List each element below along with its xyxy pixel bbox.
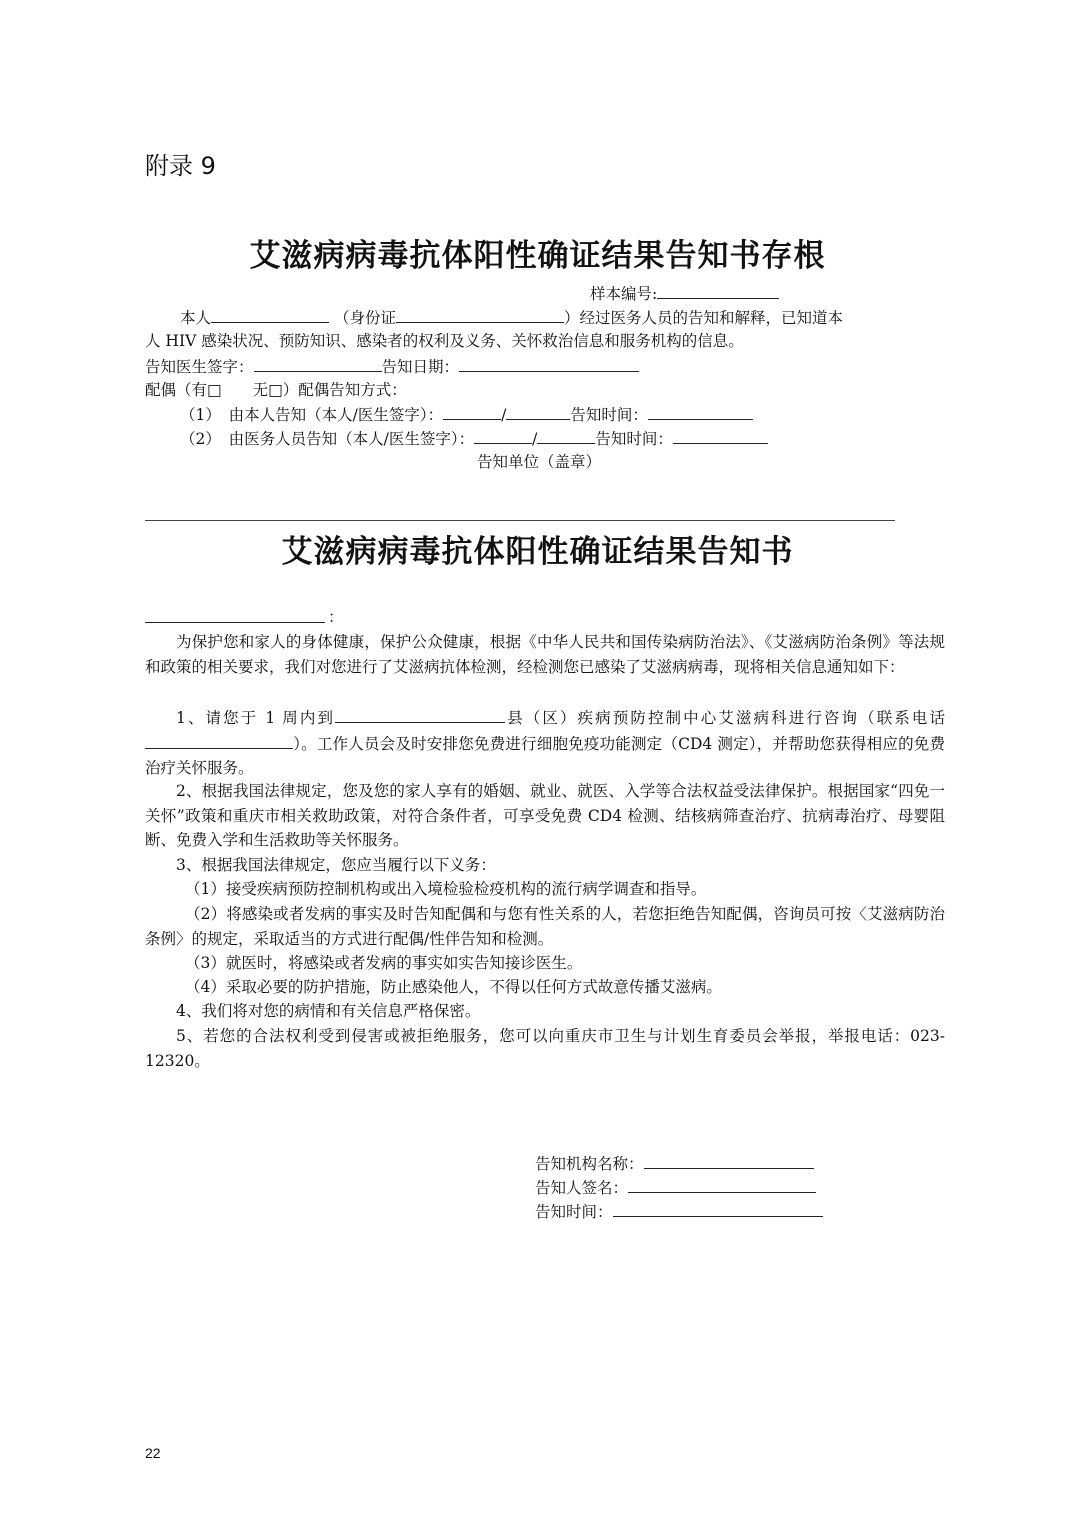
name-field[interactable]: [211, 305, 329, 323]
option-1-row: [180, 402, 753, 427]
sample-number-field[interactable]: [657, 281, 779, 299]
item-3-1-paragraph: （1）接受疾病预防控制机构或出入境检验检疫机构的流行病学调查和指导。: [185, 880, 707, 898]
item-5-paragraph: 5、若您的合法权利受到侵害或被拒绝服务，您可以向重庆市卫生与计划生育委员会举报，举报电话：023-12320。: [145, 1027, 945, 1070]
cut-separator-line: [145, 520, 895, 521]
doctor-signature-row: [145, 354, 639, 379]
id-label: （身份证: [333, 309, 396, 327]
notifier-signature-label: 告知人签名：: [535, 1179, 629, 1197]
item-3-2-paragraph: （2）将感染或者发病的事实及时告知配偶和与您有性关系的人，若您拒绝告知配偶，咨询员可按〈艾滋病防治条例〉的规定，采取适当的方式进行配偶/性伴告知和检测。: [145, 905, 945, 948]
item-1-text-c: ）。工作人员会及时安排您免费进行细胞免疫功能测定（CD4 测定），并帮助您获得相应的免费治疗关怀服务。: [145, 734, 945, 777]
stub-self-label: 本人: [180, 309, 212, 327]
notice-time-label: 告知时间：: [535, 1203, 613, 1221]
option-1-sig-doctor[interactable]: [506, 402, 570, 420]
slash-2: /: [532, 430, 538, 448]
contact-phone-field[interactable]: [145, 731, 293, 749]
salutation-colon: ：: [328, 608, 344, 626]
option-1-label: （1） 由本人告知（本人/医生签字）：: [180, 406, 444, 424]
item-1-paragraph: [145, 705, 945, 781]
org-name-row: [535, 1151, 814, 1176]
option-1-sig-self[interactable]: [443, 402, 501, 420]
item-1-text-a: 1、请您于 1 周内到: [176, 709, 336, 727]
notice-time-row: [535, 1199, 823, 1224]
notice-time-field[interactable]: [613, 1199, 823, 1217]
doctor-signature-field[interactable]: [254, 354, 382, 372]
id-number-field[interactable]: [396, 305, 564, 323]
option-2-time-field[interactable]: [673, 426, 768, 444]
notice-date-field[interactable]: [459, 354, 639, 372]
option-2-sig-doctor[interactable]: [537, 426, 595, 444]
item-3-3-paragraph: （3）就医时，将感染或者发病的事实如实告知接诊医生。: [185, 954, 583, 972]
option-2-label: （2） 由医务人员告知（本人/医生签字）：: [180, 430, 475, 448]
slash-1: /: [501, 406, 507, 424]
item-1-text-b: 县（区）疾病预防控制中心艾滋病科进行咨询（联系电话: [505, 709, 945, 727]
org-name-label: 告知机构名称：: [535, 1155, 644, 1173]
unit-seal-label: 告知单位（盖章）: [477, 453, 602, 471]
appendix-label: 附录 9: [145, 152, 216, 180]
intro-paragraph: 为保护您和家人的身体健康，保护公众健康，根据《中华人民共和国传染病防治法》、《艾滋病防治条例》等法规和政策的相关要求，我们对您进行了艾滋病抗体检测，经检测您已感染了艾滋病病毒，现将相关信息通知如下：: [145, 633, 945, 676]
notice-date-label: 告知日期：: [381, 358, 460, 376]
option-1-time-label: 告知时间：: [570, 406, 648, 424]
sample-number-label: 样本编号:: [590, 285, 658, 303]
sample-number-row: [590, 281, 779, 306]
notifier-signature-row: [535, 1175, 816, 1200]
option-1-time-field[interactable]: [648, 402, 753, 420]
item-4-paragraph: 4、我们将对您的病情和有关信息严格保密。: [176, 1002, 481, 1020]
stub-line-1-tail: ）经过医务人员的告知和解释，已知道本: [563, 309, 843, 327]
item-3-paragraph: 3、根据我国法律规定，您应当履行以下义务：: [176, 856, 496, 874]
option-2-time-label: 告知时间：: [595, 430, 673, 448]
page-number: 22: [145, 1445, 161, 1461]
notifier-signature-field[interactable]: [628, 1175, 816, 1193]
recipient-name-field[interactable]: [145, 622, 325, 623]
spouse-row: 配偶（有□ 无□）配偶告知方式：: [145, 381, 407, 399]
stub-title: 艾滋病病毒抗体阳性确证结果告知书存根: [249, 238, 826, 274]
stub-line-1: [180, 305, 843, 330]
stub-line-2: 人 HIV 感染状况、预防知识、感染者的权利及义务、关怀救治信息和服务机构的信息。: [145, 332, 744, 350]
org-name-field[interactable]: [644, 1151, 814, 1169]
notice-title: 艾滋病病毒抗体阳性确证结果告知书: [281, 534, 794, 570]
option-2-sig-self[interactable]: [474, 426, 532, 444]
option-2-row: [180, 426, 768, 451]
item-2-paragraph: 2、根据我国法律规定，您及您的家人享有的婚姻、就业、就医、入学等合法权益受法律保护。根据国家“四免一关怀”政策和重庆市相关救助政策，对符合条件者，可享受免费 CD4 检测、结核病筛查治疗、抗病毒治疗、母婴阻断、免费入学和生活救助等关怀服务。: [145, 782, 945, 849]
cdc-county-field[interactable]: [335, 705, 505, 723]
item-3-4-paragraph: （4）采取必要的防护措施，防止感染他人，不得以任何方式故意传播艾滋病。: [185, 978, 722, 996]
doctor-signature-label: 告知医生签字：: [145, 358, 254, 376]
